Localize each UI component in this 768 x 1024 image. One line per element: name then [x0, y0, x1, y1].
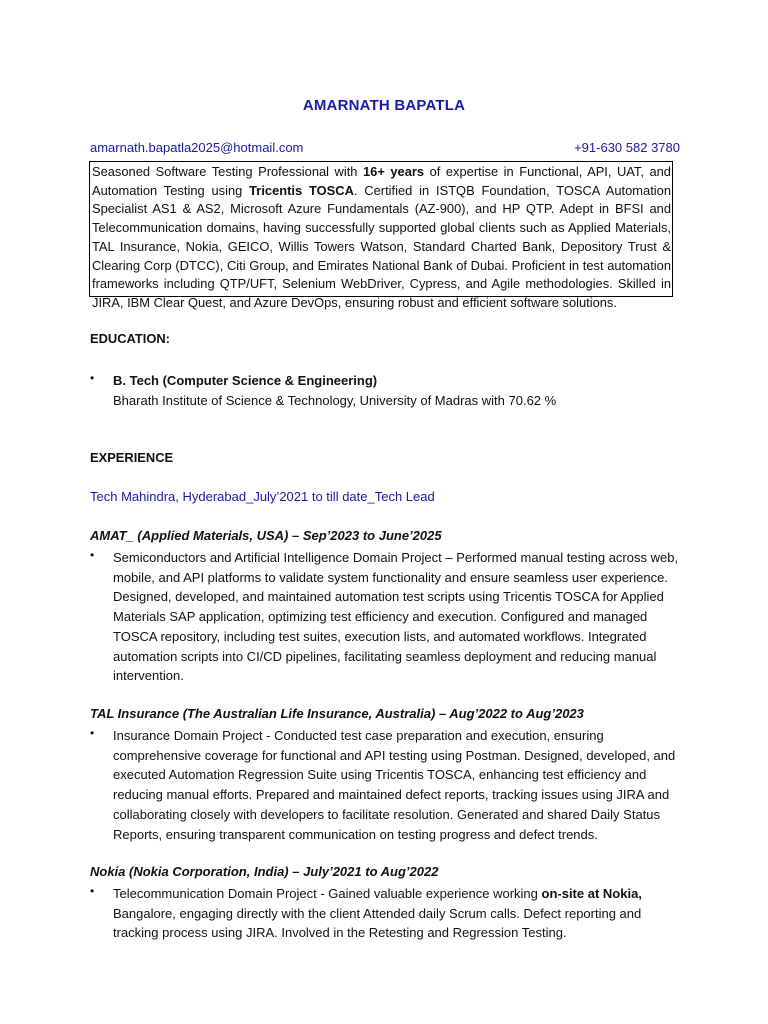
- job-title: Tech Mahindra, Hyderabad_July’2021 to till date_Tech Lead: [90, 489, 435, 504]
- phone-number: +91-630 582 3780: [574, 140, 680, 155]
- project-title: AMAT_ (Applied Materials, USA) – Sep’2023 to June’2025: [90, 528, 442, 543]
- project-item: [90, 884, 688, 943]
- project-description: [113, 884, 688, 943]
- project-title: TAL Insurance (The Australian Life Insurance, Australia) – Aug’2022 to Aug’2023: [90, 706, 584, 721]
- education-heading: EDUCATION:: [90, 331, 170, 346]
- project-title: Nokia (Nokia Corporation, India) – July’2021 to Aug’2022: [90, 864, 439, 879]
- summary-text: . Certified in ISTQB Foundation, TOSCA Automation Specialist AS1 & AS2, Microsoft Azure Fundamentals (AZ-900), and HP QTP. Adept in BFSI and Telecommunication domains, having successfully supported global clients such as Applied Materials, TAL Insurance, Nokia, GEICO, Willis Towers Watson, Standard Charted Bank, Depository Trust & Clearing Corp (DTCC), Citi Group, and Emirates National Bank of Dubai. Proficient in test automation frameworks including QTP/UFT, Selenium WebDriver, Cypress, and Agile methodologies. Skilled in JIRA, IBM Clear Quest, and Azure DevOps, ensuring robust and efficient software solutions.: [92, 182, 672, 310]
- summary-years: 16+ years: [363, 164, 425, 179]
- summary-text: of expertise in Functional, API, UAT, and Automation Testing using: [92, 164, 671, 198]
- bullet-icon: •: [90, 884, 95, 898]
- project-text: Telecommunication Domain Project - Gained valuable experience working: [113, 886, 542, 901]
- professional-summary: [89, 161, 673, 310]
- bullet-icon: •: [90, 548, 95, 562]
- summary-tool: Tricentis TOSCA: [249, 182, 354, 198]
- degree: B. Tech (Computer Science & Engineering): [113, 373, 378, 388]
- email-link[interactable]: amarnath.bapatla2025@hotmail.com: [90, 140, 304, 155]
- summary-text: Seasoned Software Testing Professional with: [92, 164, 363, 179]
- project-item: [90, 726, 688, 844]
- project-description: Semiconductors and Artificial Intelligence Domain Project – Performed manual testing across web, mobile, and API platforms to validate system functionality and ensure seamless user experience. Designed, developed, and maintained automation test scripts using Tricentis TOSCA for Applied Materials SAP application, optimizing test efficiency and execution. Configured and managed TOSCA repository, including test suites, execution lists, and automated workflows. Integrated automation scripts into CI/CD pipelines, facilitating seamless deployment and reducing manual intervention.: [113, 550, 679, 684]
- project-text-bold: on-site at Nokia,: [541, 886, 642, 901]
- candidate-name: AMARNATH BAPATLA: [302, 97, 466, 114]
- bullet-icon: •: [90, 726, 95, 740]
- institution: Bharath Institute of Science & Technology, University of Madras with 70.62 %: [113, 392, 557, 408]
- project-description: Insurance Domain Project - Conducted test case preparation and execution, ensuring comprehensive coverage for functional and API testing using Postman. Designed, developed, and executed Automation Regression Suite using Tricentis TOSCA, enhancing test efficiency and reducing manual efforts. Prepared and maintained defect reports, tracking issues using JIRA and collaborating closely with developers to facilitate resolution. Generated and shared Daily Status Reports, ensuring transparent communication on testing progress and defect trends.: [113, 728, 676, 842]
- experience-heading: EXPERIENCE: [90, 450, 174, 465]
- project-item: [90, 548, 688, 686]
- contact-row: [90, 140, 680, 155]
- education-item: [90, 371, 688, 410]
- project-text: Bangalore, engaging directly with the client Attended daily Scrum calls. Defect reporting and tracking process using JIRA. Involved in the Retesting and Regression Testing.: [113, 905, 642, 941]
- bullet-icon: •: [90, 371, 95, 385]
